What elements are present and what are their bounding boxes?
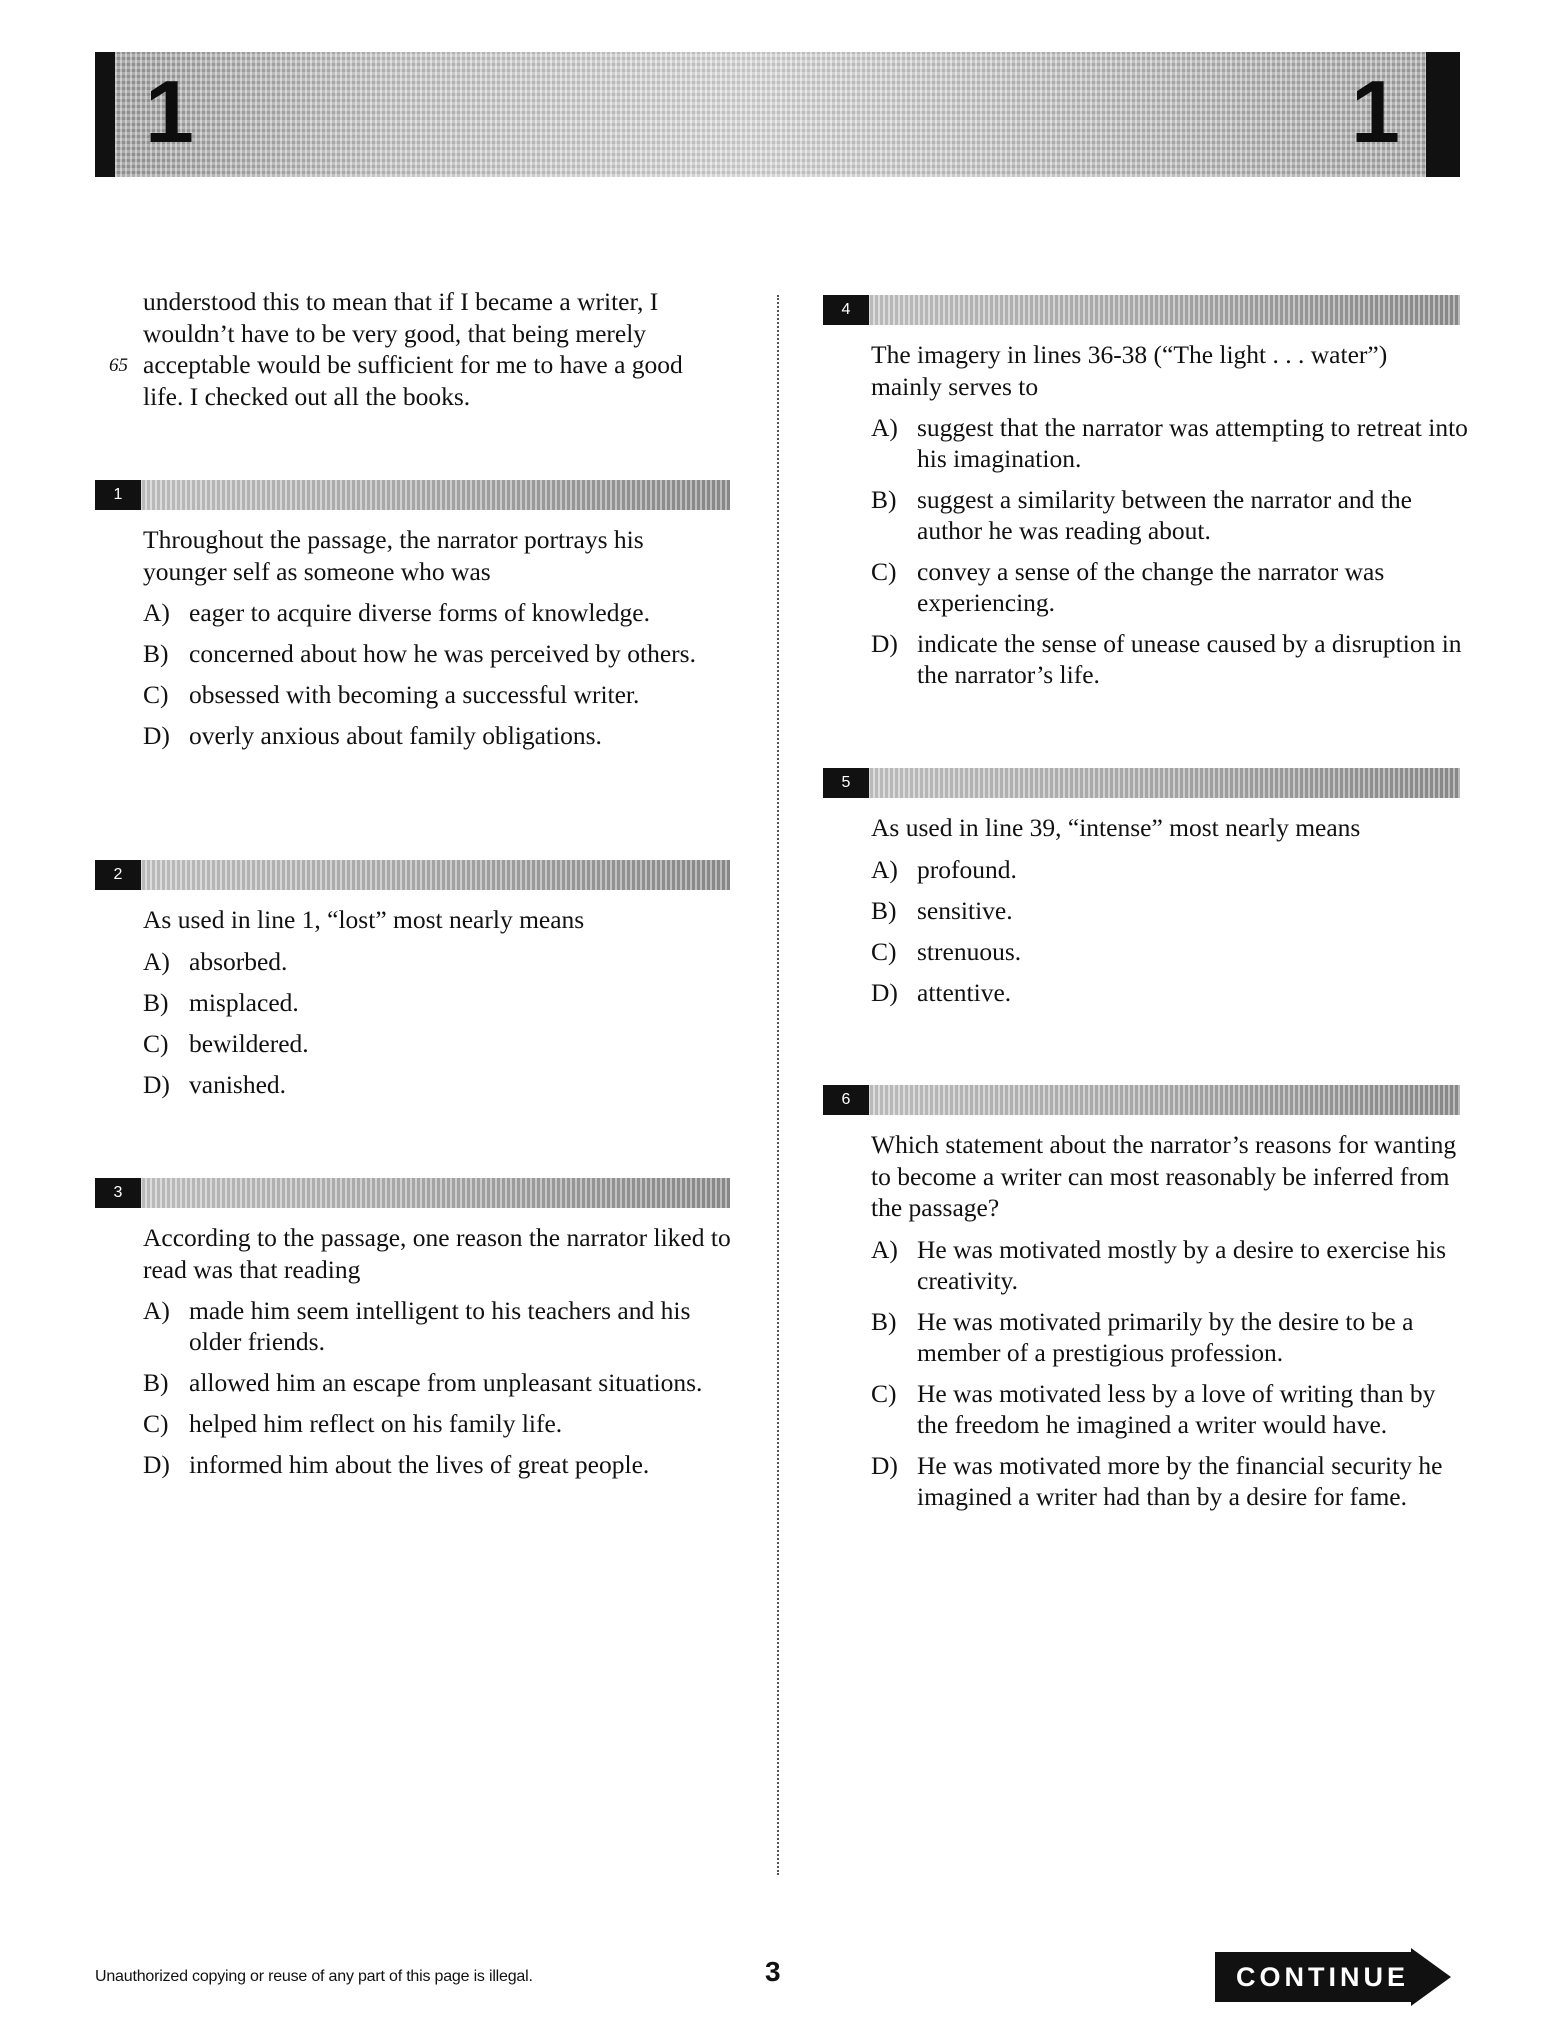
answer-option-a[interactable]	[143, 946, 743, 977]
answer-option-d[interactable]	[143, 1069, 743, 1100]
option-letter: A)	[871, 854, 898, 884]
option-text: obsessed with becoming a successful writer.	[189, 680, 640, 709]
option-text: made him seem intelligent to his teachers and his older friends.	[189, 1296, 691, 1356]
passage-line	[143, 381, 743, 413]
answer-option-d[interactable]	[871, 977, 1471, 1008]
answer-option-d[interactable]	[871, 1450, 1471, 1512]
question-number: 6	[823, 1085, 869, 1115]
question-4	[823, 295, 1468, 700]
option-text: allowed him an escape from unpleasant situations.	[189, 1368, 703, 1397]
passage-line	[109, 349, 743, 381]
option-text: profound.	[917, 854, 1017, 884]
option-letter: A)	[143, 946, 170, 976]
option-letter: A)	[143, 598, 170, 627]
question-number: 4	[823, 295, 869, 325]
question-number: 3	[95, 1178, 141, 1208]
option-text: sensitive.	[917, 895, 1013, 925]
page-number: 3	[765, 1956, 781, 1987]
column-divider	[777, 295, 779, 1875]
question-bar	[95, 860, 730, 890]
passage-line-text: life. I checked out all the books.	[143, 381, 471, 411]
option-text: suggest that the narrator was attempting to retreat into his imagination.	[917, 413, 1468, 473]
option-text: attentive.	[917, 977, 1012, 1007]
option-letter: B)	[871, 895, 897, 925]
option-letter: C)	[143, 1028, 169, 1058]
option-letter: B)	[871, 485, 897, 514]
option-letter: B)	[143, 639, 169, 668]
section-header-band	[95, 52, 1460, 177]
answer-option-a[interactable]	[143, 1295, 743, 1357]
question-bar	[823, 768, 1460, 798]
continue-label: CONTINUE	[1236, 1962, 1409, 1992]
option-letter: B)	[871, 1306, 897, 1336]
answer-option-a[interactable]	[871, 412, 1471, 474]
option-letter: C)	[143, 680, 169, 709]
option-text: strenuous.	[917, 936, 1022, 966]
answer-option-c[interactable]	[143, 1028, 743, 1059]
option-text: He was motivated more by the financial security he imagined a writer had than by a desire for fame.	[917, 1450, 1443, 1511]
answer-option-a[interactable]	[871, 854, 1471, 885]
question-number: 5	[823, 768, 869, 798]
answer-option-c[interactable]	[871, 936, 1471, 967]
option-text: concerned about how he was perceived by others.	[189, 639, 696, 668]
answer-option-b[interactable]	[871, 895, 1471, 926]
question-bar	[823, 295, 1460, 325]
passage-line	[143, 286, 743, 318]
option-text: vanished.	[189, 1069, 287, 1099]
answer-option-c[interactable]	[871, 1378, 1471, 1440]
passage-line-text: acceptable would be sufficient for me to have a good	[143, 350, 683, 379]
passage-line	[143, 318, 743, 350]
answer-options	[143, 1295, 743, 1480]
continue-button[interactable]	[1215, 1948, 1455, 2006]
option-letter: C)	[143, 1409, 169, 1438]
question-3	[95, 1178, 730, 1490]
option-text: convey a sense of the change the narrator was experiencing.	[917, 557, 1385, 617]
header-right-bar	[1426, 52, 1460, 177]
question-bar	[95, 1178, 730, 1208]
answer-options	[143, 946, 743, 1100]
option-letter: B)	[143, 1368, 169, 1397]
option-text: helped him reflect on his family life.	[189, 1409, 563, 1438]
option-text: He was motivated primarily by the desire to be a member of a prestigious profession.	[917, 1306, 1414, 1367]
question-1	[95, 480, 730, 761]
option-letter: A)	[871, 1234, 898, 1264]
option-text: informed him about the lives of great people.	[189, 1450, 650, 1479]
line-number: 65	[109, 355, 128, 376]
question-6	[823, 1085, 1460, 1522]
option-text: He was motivated less by a love of writing than by the freedom he imagined a writer would have.	[917, 1378, 1436, 1439]
option-letter: A)	[871, 413, 898, 442]
answer-option-b[interactable]	[143, 638, 743, 669]
answer-option-b[interactable]	[871, 484, 1471, 546]
question-5	[823, 768, 1460, 1018]
question-stem: The imagery in lines 36-38 (“The light . . . water”) mainly serves to	[871, 340, 1388, 401]
question-stem: As used in line 1, “lost” most nearly means	[143, 905, 585, 934]
answer-option-c[interactable]	[143, 1408, 743, 1439]
header-left-bar	[95, 52, 115, 177]
question-number: 1	[95, 480, 141, 510]
option-letter: A)	[143, 1296, 170, 1325]
option-text: bewildered.	[189, 1028, 309, 1058]
section-number-left: 1	[145, 62, 194, 161]
option-text: indicate the sense of unease caused by a disruption in the narrator’s life.	[917, 629, 1462, 689]
option-text: overly anxious about family obligations.	[189, 721, 602, 750]
option-letter: D)	[871, 629, 898, 658]
question-bar	[95, 480, 730, 510]
question-stem: As used in line 39, “intense” most nearly means	[871, 813, 1361, 842]
answer-option-d[interactable]	[871, 628, 1471, 690]
option-letter: B)	[143, 987, 169, 1017]
option-letter: D)	[143, 721, 170, 750]
option-letter: C)	[871, 1378, 897, 1408]
option-letter: C)	[871, 557, 897, 586]
question-stem: According to the passage, one reason the narrator liked to read was that reading	[143, 1223, 731, 1284]
answer-option-d[interactable]	[143, 1449, 743, 1480]
option-text: absorbed.	[189, 946, 288, 976]
answer-options	[871, 412, 1471, 690]
answer-option-b[interactable]	[143, 1367, 743, 1398]
question-number: 2	[95, 860, 141, 890]
answer-option-a[interactable]	[143, 597, 743, 628]
answer-options	[143, 597, 743, 751]
question-stem: Throughout the passage, the narrator portrays his younger self as someone who was	[143, 525, 644, 586]
option-text: eager to acquire diverse forms of knowledge.	[189, 598, 650, 627]
passage-excerpt	[109, 286, 743, 412]
copyright-notice: Unauthorized copying or reuse of any part of this page is illegal.	[95, 1968, 533, 1985]
answer-option-c[interactable]	[871, 556, 1471, 618]
answer-option-b[interactable]	[871, 1306, 1471, 1368]
passage-line-text: wouldn’t have to be very good, that being merely	[143, 318, 647, 348]
option-letter: D)	[871, 1450, 898, 1480]
option-text: He was motivated mostly by a desire to exercise his creativity.	[917, 1234, 1446, 1295]
answer-options	[871, 1234, 1471, 1512]
answer-options	[871, 854, 1471, 1008]
option-text: suggest a similarity between the narrator and the author he was reading about.	[917, 485, 1412, 545]
answer-option-c[interactable]	[143, 679, 743, 710]
answer-option-b[interactable]	[143, 987, 743, 1018]
option-letter: D)	[143, 1069, 170, 1099]
option-text: misplaced.	[189, 987, 299, 1017]
question-stem: Which statement about the narrator’s reasons for wanting to become a writer can most reasonably be inferred from the passage?	[871, 1130, 1457, 1222]
answer-option-a[interactable]	[871, 1234, 1471, 1296]
section-number-right: 1	[1351, 62, 1400, 161]
question-2	[95, 860, 730, 1110]
option-letter: C)	[871, 936, 897, 966]
question-bar	[823, 1085, 1460, 1115]
passage-line-text: understood this to mean that if I became a writer, I	[143, 287, 659, 316]
option-letter: D)	[871, 977, 898, 1007]
answer-option-d[interactable]	[143, 720, 743, 751]
option-letter: D)	[143, 1450, 170, 1479]
